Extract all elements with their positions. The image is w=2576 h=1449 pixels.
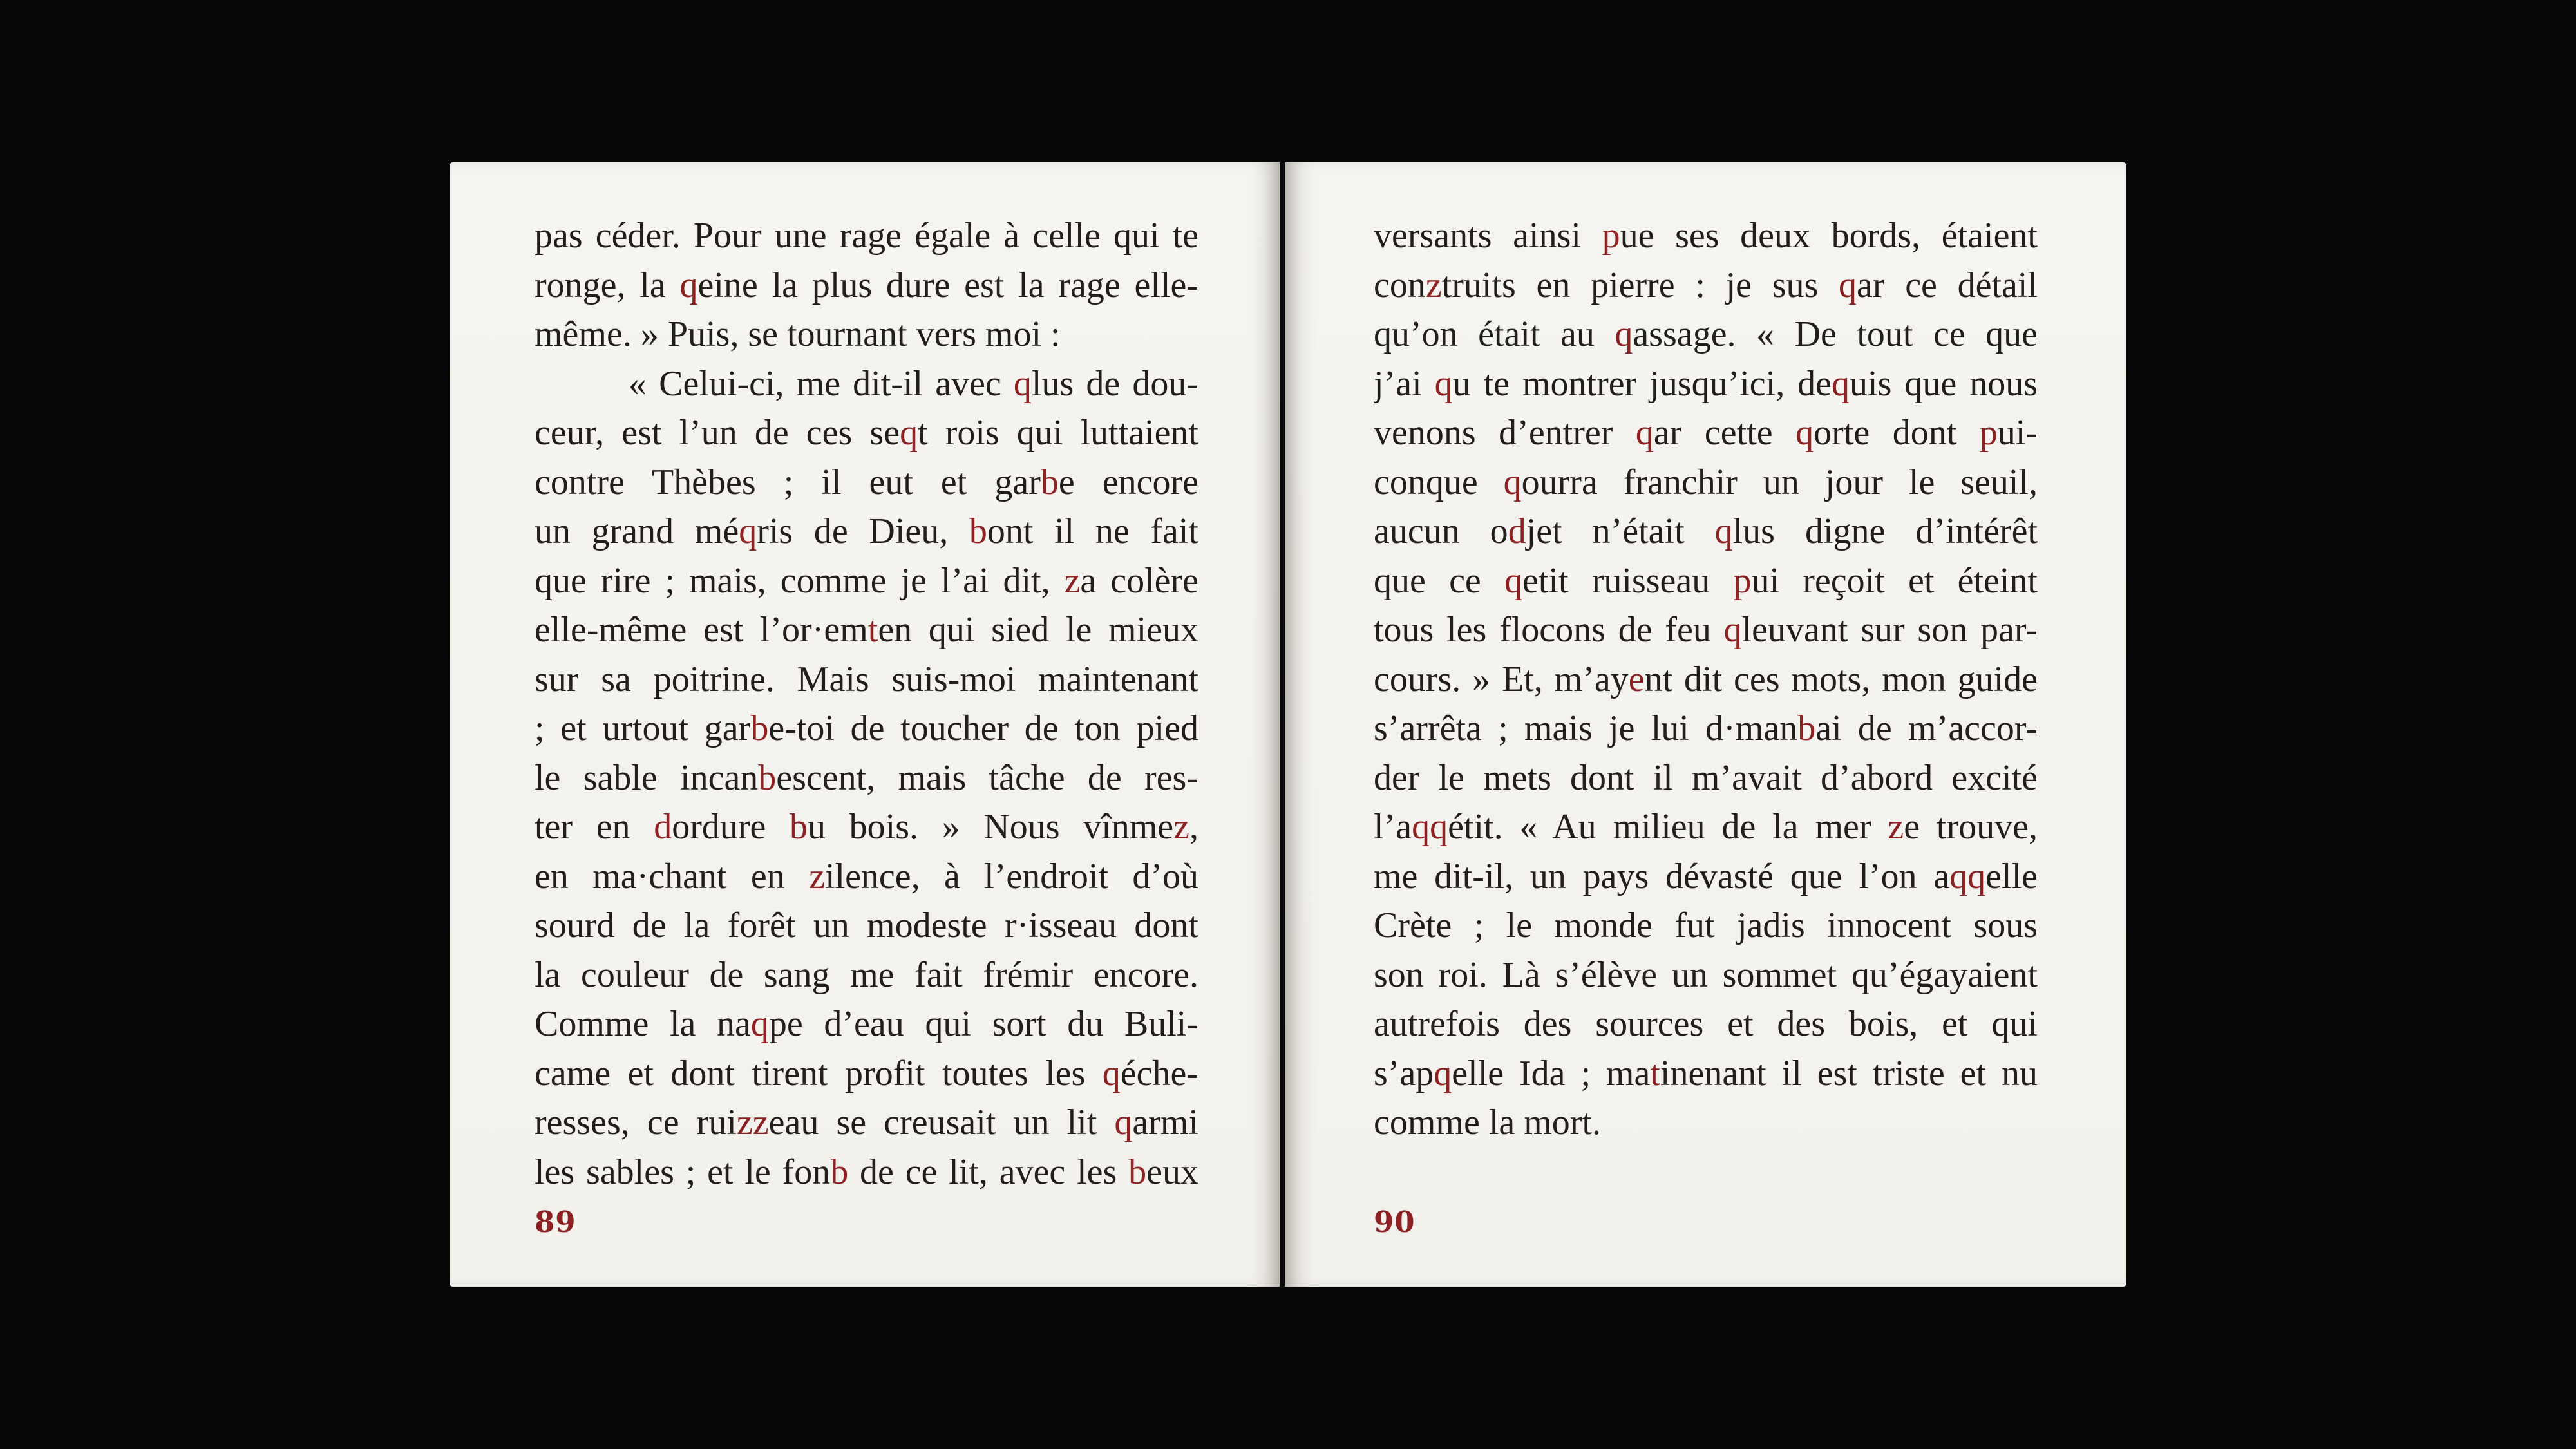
- text-line: [535, 605, 1198, 655]
- substituted-letter: b: [1040, 462, 1059, 502]
- text-line: [535, 211, 1198, 261]
- text-line: [1374, 310, 2038, 359]
- text-segment: autrefois des sources et des bois, et qui: [1374, 1004, 2038, 1044]
- text-segment: jet n’était: [1526, 511, 1715, 551]
- text-segment: ordure: [672, 807, 790, 847]
- right-page-text: [1374, 211, 2038, 1148]
- text-segment: la couleur de sang me fait frémir encore.: [535, 954, 1198, 995]
- text-segment: eau se creusait un lit: [768, 1103, 1115, 1142]
- substituted-letter: t: [867, 610, 878, 650]
- text-segment: a colère: [1080, 560, 1198, 601]
- text-segment: le sable incan: [535, 757, 759, 798]
- text-segment: sourd de la forêt un modeste r·isseau dont: [535, 905, 1198, 945]
- text-segment: Crète ; le monde fut jadis innocent sous: [1374, 905, 2038, 945]
- text-line: [1374, 507, 2038, 556]
- text-segment: tous les flocons de feu: [1374, 610, 1724, 650]
- text-segment: uis que nous: [1850, 363, 2038, 404]
- substituted-letter: d: [654, 807, 672, 847]
- text-line: [1374, 951, 2038, 1000]
- text-segment: pe d’eau qui sort du Buli-: [768, 1004, 1198, 1044]
- text-segment: ai de m’accor-: [1815, 708, 2038, 748]
- right-page-number: 90: [1374, 1205, 1416, 1239]
- text-line: [535, 852, 1198, 902]
- text-segment: étit. « Au milieu de la mer: [1448, 807, 1888, 847]
- text-segment: elle: [1985, 856, 2038, 896]
- text-segment: l’a: [1374, 807, 1412, 847]
- substituted-letter: b: [969, 511, 987, 551]
- text-line: [535, 310, 1198, 359]
- text-line: [1374, 211, 2038, 261]
- substituted-letter: q: [1434, 363, 1453, 404]
- text-line: [535, 556, 1198, 606]
- substituted-letter: q: [679, 265, 698, 305]
- text-segment: même. » Puis, se tournant vers moi :: [535, 314, 1061, 354]
- substituted-letter: t: [1650, 1053, 1660, 1094]
- text-line: [1374, 261, 2038, 310]
- substituted-letter: q: [1503, 462, 1522, 502]
- text-line: [1374, 408, 2038, 458]
- text-segment: inenant il est triste et nu: [1660, 1053, 2038, 1094]
- text-segment: armi: [1132, 1103, 1198, 1142]
- text-line: [1374, 802, 2038, 852]
- substituted-letter: q: [1635, 413, 1654, 453]
- text-line: [1374, 655, 2038, 705]
- text-line: [535, 1148, 1198, 1197]
- left-page: [450, 162, 1280, 1287]
- text-segment: e-toi de toucher de ton pied: [768, 708, 1198, 748]
- substituted-letter: d: [1508, 511, 1526, 551]
- text-segment: Comme la na: [535, 1004, 751, 1044]
- text-segment: ronge, la: [535, 265, 680, 305]
- substituted-letter: b: [790, 807, 808, 847]
- substituted-letter: q: [1839, 265, 1857, 305]
- text-segment: qu’on était au: [1374, 314, 1615, 354]
- text-segment: ; et urtout gar: [535, 708, 751, 748]
- text-segment: lus de dou-: [1031, 363, 1198, 404]
- text-segment: e encore: [1058, 462, 1198, 502]
- text-line: [1374, 901, 2038, 951]
- text-segment: lus digne d’intérêt: [1732, 511, 2038, 551]
- substituted-letter: q: [1102, 1053, 1121, 1094]
- substituted-letter: q: [1114, 1103, 1133, 1142]
- text-segment: en qui sied le mieux: [878, 610, 1198, 650]
- substituted-letter: b: [1128, 1151, 1147, 1192]
- text-segment: versants ainsi: [1374, 216, 1602, 256]
- text-line: [535, 655, 1198, 705]
- text-segment: en ma·chant en: [535, 856, 810, 896]
- text-segment: elle-même est l’or·em: [535, 610, 868, 650]
- substituted-letter: e: [1628, 659, 1645, 699]
- text-segment: orte dont: [1814, 413, 1980, 453]
- text-line: [1374, 556, 2038, 606]
- text-segment: s’arrêta ; mais je lui d·man: [1374, 708, 1798, 748]
- text-line: [535, 408, 1198, 458]
- text-segment: con: [1374, 265, 1426, 305]
- text-line: [1374, 704, 2038, 753]
- text-segment: comme la mort.: [1374, 1103, 1602, 1142]
- substituted-letter: p: [1979, 413, 1998, 453]
- substituted-letter: q: [1615, 314, 1633, 354]
- text-line: [1374, 1098, 2038, 1148]
- substituted-letter: b: [750, 708, 769, 748]
- substituted-letter: q: [1013, 363, 1032, 404]
- substituted-letter: q: [739, 511, 757, 551]
- substituted-letter: q: [900, 413, 918, 453]
- text-segment: éche-: [1120, 1053, 1198, 1094]
- text-line: [535, 901, 1198, 951]
- text-segment: escent, mais tâche de res-: [776, 757, 1198, 798]
- text-line: [1374, 458, 2038, 507]
- text-line: [1374, 852, 2038, 902]
- substituted-letter: z: [1888, 807, 1904, 847]
- substituted-letter: z: [1425, 265, 1442, 305]
- text-segment: eine la plus dure est la rage elle-: [697, 265, 1198, 305]
- text-line: [535, 261, 1198, 310]
- text-segment: t rois qui luttaient: [918, 413, 1198, 453]
- text-line: [1374, 1049, 2038, 1099]
- text-segment: aucun o: [1374, 511, 1508, 551]
- text-segment: contre Thèbes ; il eut et gar: [535, 462, 1041, 502]
- text-segment: que ce: [1374, 560, 1505, 601]
- text-segment: ,: [1189, 807, 1198, 847]
- text-segment: came et dont tirent profit toutes les: [535, 1053, 1103, 1094]
- substituted-letter: qq: [1949, 856, 1986, 896]
- text-line: [535, 753, 1198, 803]
- text-segment: u bois. » Nous vînme: [808, 807, 1174, 847]
- text-line: [1374, 359, 2038, 409]
- text-segment: me dit-il, un pays dévasté que l’on a: [1374, 856, 1950, 896]
- text-segment: venons d’entrer: [1374, 413, 1636, 453]
- substituted-letter: q: [1723, 610, 1742, 650]
- text-segment: sur sa poitrine. Mais suis-moi maintenant: [535, 659, 1198, 699]
- substituted-letter: b: [1797, 708, 1816, 748]
- text-segment: pas céder. Pour une rage égale à celle qui te: [535, 216, 1198, 256]
- substituted-letter: q: [1434, 1053, 1452, 1094]
- text-segment: « Celui-ci, me dit-il avec: [629, 363, 1014, 404]
- text-segment: resses, ce rui: [535, 1103, 737, 1142]
- text-line: [535, 802, 1198, 852]
- text-segment: un grand mé: [535, 511, 739, 551]
- text-segment: ue ses deux bords, étaient: [1620, 216, 2038, 256]
- text-segment: nt dit ces mots, mon guide: [1644, 659, 2038, 699]
- text-line: [1374, 999, 2038, 1049]
- text-segment: son roi. Là s’élève un sommet qu’égayaient: [1374, 954, 2038, 995]
- substituted-letter: q: [1504, 560, 1523, 601]
- text-segment: ont il ne fait: [987, 511, 1198, 551]
- substituted-letter: p: [1602, 216, 1620, 256]
- text-segment: ilence, à l’endroit d’où: [824, 856, 1198, 896]
- text-segment: truits en pierre : je sus: [1441, 265, 1839, 305]
- substituted-letter: zz: [736, 1103, 769, 1142]
- text-line: [535, 507, 1198, 556]
- substituted-letter: q: [1795, 413, 1814, 453]
- text-segment: ourra franchir un jour le seuil,: [1521, 462, 2038, 502]
- text-segment: j’ai: [1374, 363, 1435, 404]
- text-segment: etit ruisseau: [1522, 560, 1734, 601]
- text-line: [1374, 605, 2038, 655]
- text-segment: cours. » Et, m’ay: [1374, 659, 1629, 699]
- text-segment: ui reçoit et éteint: [1751, 560, 2038, 601]
- text-segment: les sables ; et le fon: [535, 1151, 831, 1192]
- text-segment: ris de Dieu,: [757, 511, 969, 551]
- text-segment: elle Ida ; ma: [1452, 1053, 1651, 1094]
- text-segment: de ce lit, avec les: [848, 1151, 1129, 1192]
- substituted-letter: q: [1832, 363, 1850, 404]
- substituted-letter: z: [809, 856, 825, 896]
- text-segment: ceur, est l’un de ces se: [535, 413, 900, 453]
- substituted-letter: p: [1733, 560, 1752, 601]
- substituted-letter: b: [830, 1151, 849, 1192]
- text-line: [535, 999, 1198, 1049]
- text-segment: ter en: [535, 807, 654, 847]
- text-segment: leuvant sur son par-: [1741, 610, 2038, 650]
- text-segment: ar cette: [1653, 413, 1796, 453]
- substituted-letter: z: [1064, 560, 1081, 601]
- text-segment: assage. « De tout ce que: [1633, 314, 2038, 354]
- substituted-letter: q: [750, 1004, 769, 1044]
- text-segment: que rire ; mais, comme je l’ai dit,: [535, 560, 1065, 601]
- text-line: [535, 704, 1198, 753]
- substituted-letter: q: [1714, 511, 1733, 551]
- text-segment: s’ap: [1374, 1053, 1434, 1094]
- text-line: [535, 458, 1198, 507]
- text-line: [535, 1098, 1198, 1148]
- text-segment: ui-: [1997, 413, 2038, 453]
- text-segment: der le mets dont il m’avait d’abord excité: [1374, 757, 2038, 798]
- substituted-letter: z: [1173, 807, 1190, 847]
- text-line: [535, 359, 1198, 409]
- text-line: [535, 951, 1198, 1000]
- substituted-letter: qq: [1412, 807, 1448, 847]
- left-page-number: 89: [535, 1205, 576, 1239]
- left-page-text: [535, 211, 1198, 1197]
- text-line: [535, 1049, 1198, 1099]
- book-spread: [450, 162, 2126, 1287]
- text-segment: conque: [1374, 462, 1504, 502]
- text-segment: ar ce détail: [1857, 265, 2038, 305]
- right-page: [1285, 162, 2126, 1287]
- substituted-letter: b: [758, 757, 777, 798]
- text-line: [1374, 753, 2038, 803]
- text-segment: u te montrer jusqu’ici, de: [1452, 363, 1832, 404]
- text-segment: e trouve,: [1904, 807, 2038, 847]
- text-segment: eux: [1146, 1151, 1198, 1192]
- book-spine: [1280, 162, 1285, 1287]
